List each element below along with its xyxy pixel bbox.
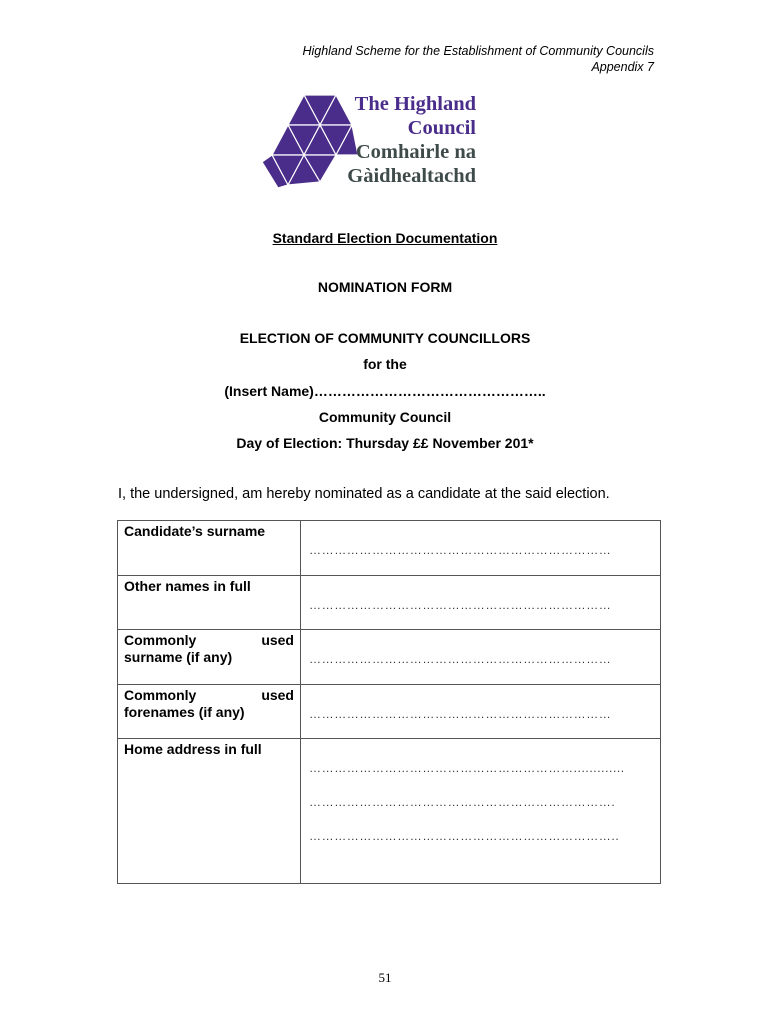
label-other-names: Other names in full (118, 576, 301, 630)
election-day: Day of Election: Thursday ££ November 201* (236, 435, 534, 451)
dotted-line-address-3: ……………………………………………………………….. (309, 829, 620, 843)
label-home-address: Home address in full (118, 739, 301, 884)
label-common-surname (118, 630, 301, 685)
row-surname (118, 521, 661, 576)
dotted-line-address-1: ………………………………………………………............. (309, 761, 625, 775)
logo-line-council: Council (407, 117, 476, 139)
label-common-surname-word1: Commonly (124, 632, 197, 648)
field-common-surname[interactable] (301, 630, 661, 685)
label-common-forenames-word2: used (261, 687, 294, 703)
insert-name-line: (Insert Name)………………………………………….. (224, 383, 546, 399)
dotted-line: ……………………………………………………………… (309, 707, 612, 721)
field-home-address[interactable] (301, 739, 661, 884)
logo-line-comhairle: Comhairle na (355, 141, 476, 163)
logo-line-gaidhealtachd: Gàidhealtachd (347, 165, 476, 187)
field-candidate-surname[interactable] (301, 521, 661, 576)
nomination-statement: I, the undersigned, am hereby nominated as a candidate at the said election. (118, 486, 610, 502)
page-number: 51 (378, 970, 392, 985)
nomination-table (117, 520, 661, 884)
logo-wordmark (326, 92, 476, 188)
row-other-names (118, 576, 661, 630)
logo-line-the-highland: The Highland (354, 93, 476, 115)
field-common-forenames[interactable] (301, 685, 661, 739)
header-scheme-title: Highland Scheme for the Establishment of Community Councils (302, 44, 654, 58)
community-council-text: Community Council (318, 409, 452, 425)
dotted-line: ……………………………………………………………… (309, 543, 612, 557)
form-title: NOMINATION FORM (317, 279, 453, 295)
label-common-surname-word2: used (261, 632, 294, 648)
election-title: ELECTION OF COMMUNITY COUNCILLORS (239, 330, 531, 346)
label-common-forenames (118, 685, 301, 739)
dotted-line-address-2: ………………………………………………………………. (309, 795, 616, 809)
label-candidate-surname: Candidate’s surname (118, 521, 301, 576)
row-home-address (118, 739, 661, 884)
label-common-forenames-line2: forenames (if any) (124, 704, 245, 720)
header-appendix: Appendix 7 (591, 60, 654, 74)
row-common-forenames (118, 685, 661, 739)
field-other-names[interactable] (301, 576, 661, 630)
dotted-line: ……………………………………………………………… (309, 598, 612, 612)
doc-subtitle: Standard Election Documentation (272, 230, 498, 246)
label-common-surname-line2: surname (if any) (124, 649, 233, 665)
for-the-text: for the (363, 356, 407, 372)
dotted-line: ……………………………………………………………… (309, 652, 612, 666)
page-header (302, 43, 654, 75)
row-common-surname (118, 630, 661, 685)
label-common-forenames-word1: Commonly (124, 687, 197, 703)
